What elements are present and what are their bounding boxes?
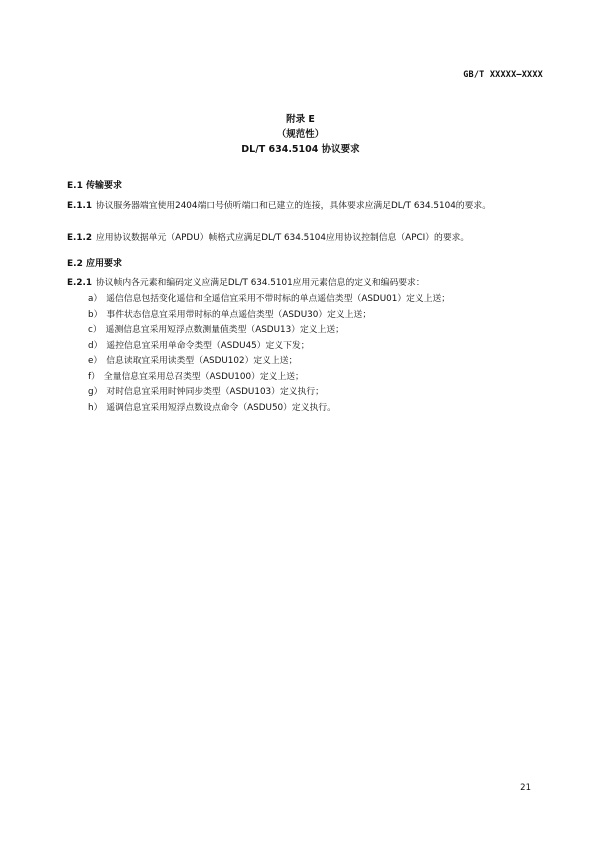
- annex-label: 附录 E: [286, 114, 315, 125]
- list-marker: e）: [88, 356, 103, 366]
- list-item: [88, 292, 548, 308]
- paragraph-number: E.2.1: [67, 278, 92, 288]
- list-item: [88, 354, 548, 370]
- annex-title-block: [0, 112, 601, 157]
- list-item-text: 事件状态信息宜采用带时标的单点遥信类型（ASDU30）定义上送；: [106, 309, 372, 320]
- list-marker: d）: [88, 340, 103, 351]
- annex-subject: DL/T 634.5104 协议要求: [241, 144, 360, 155]
- standard-code: GB/T XXXXX—XXXX: [463, 70, 543, 80]
- list-item: [88, 385, 548, 401]
- list-item-text: 遥信信息包括变化遥信和全遥信宜采用不带时标的单点遥信类型（ASDU01）定义上送；: [106, 294, 451, 304]
- paragraph-text: 协议服务器端宜使用2404端口号侦听端口和已建立的连接，具体要求应满足DL/T 634.5104的要求。: [95, 201, 492, 211]
- list-marker: a）: [88, 294, 103, 304]
- paragraph-e1-1: [67, 199, 547, 215]
- paragraph-text: 协议帧内各元素和编码定义应满足DL/T 634.5101应用元素信息的定义和编码要求：: [95, 278, 425, 288]
- list-item-text: 遥测信息宜采用短浮点数测量值类型（ASDU13）定义上送；: [105, 325, 344, 335]
- list-marker: f）: [88, 371, 100, 382]
- list-item: [88, 323, 548, 339]
- paragraph-text: 应用协议数据单元（APDU）帧格式应满足DL/T 634.5104应用协议控制信息（APCI）的要求。: [95, 233, 470, 243]
- list-item: [88, 339, 548, 355]
- list-marker: c）: [88, 325, 102, 335]
- list-item: [88, 401, 548, 417]
- section-heading-e1: E.1 传输要求: [67, 181, 122, 191]
- section-heading-e2: E.2 应用要求: [67, 259, 122, 269]
- list-item-text: 遥调信息宜采用短浮点数设点命令（ASDU50）定义执行。: [106, 402, 336, 413]
- list-item-text: 信息读取宜采用读类型（ASDU102）定义上送；: [106, 356, 298, 366]
- paragraph-e2-1: [67, 276, 547, 292]
- list-item-text: 全量信息宜采用总召类型（ASDU100）定义上送；: [103, 371, 304, 382]
- list-item-text: 遥控信息宜采用单命令类型（ASDU45）定义下发；: [106, 340, 310, 351]
- paragraph-number: E.1.2: [67, 233, 92, 243]
- page-number: 21: [520, 783, 531, 793]
- annex-nature: （规范性）: [276, 129, 325, 140]
- paragraph-number: E.1.1: [67, 201, 92, 211]
- list-marker: b）: [88, 309, 103, 320]
- list-item-text: 对时信息宜采用时钟同步类型（ASDU103）定义执行；: [106, 387, 324, 397]
- paragraph-e1-2: [67, 231, 547, 247]
- list-marker: h）: [88, 402, 103, 413]
- list-item: [88, 308, 548, 324]
- requirements-list: [88, 292, 548, 416]
- list-marker: g）: [88, 387, 103, 397]
- list-item: [88, 370, 548, 386]
